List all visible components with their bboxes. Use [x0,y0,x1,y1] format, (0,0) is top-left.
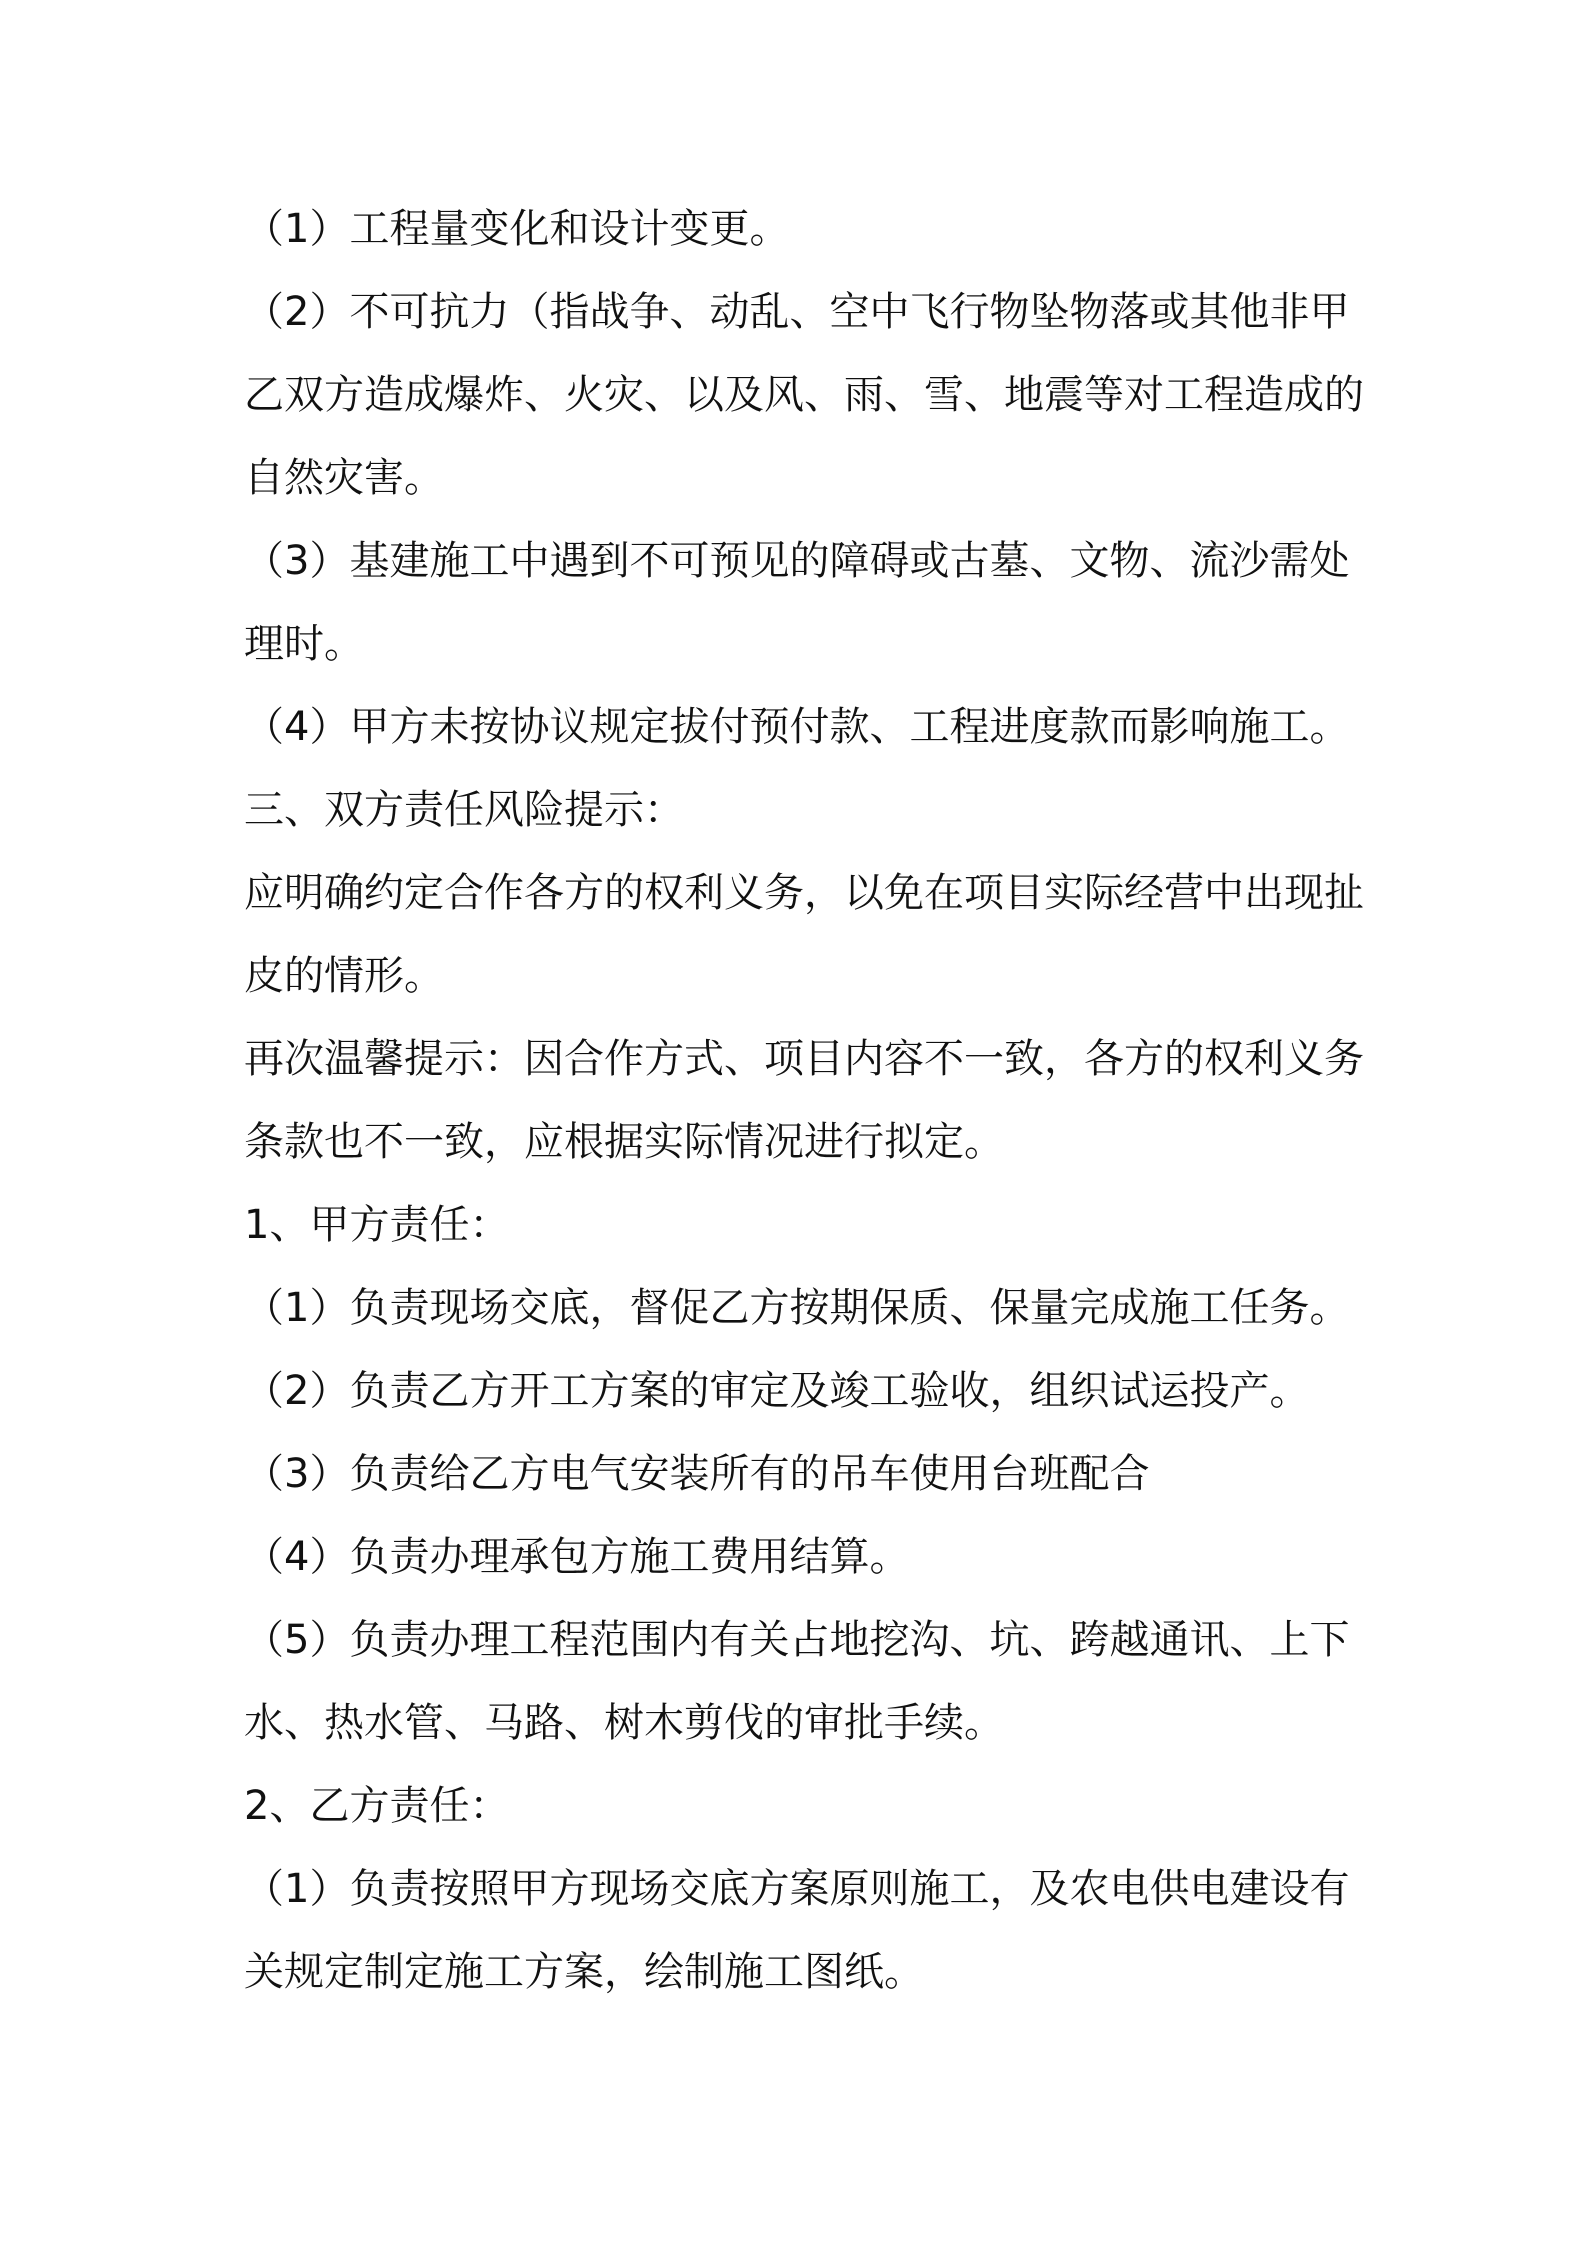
paragraph-line: 理时。 [244,621,364,667]
subsection-heading: 2、乙方责任： [244,1783,510,1829]
paragraph-line: 关规定制定施工方案，绘制施工图纸。 [244,1949,924,1995]
paragraph-line: 应明确约定合作各方的权利义务，以免在项目实际经营中出现扯 [244,870,1364,916]
paragraph-line: 条款也不一致，应根据实际情况进行拟定。 [244,1119,1004,1165]
paragraph-line: （4）负责办理承包方施工费用结算。 [244,1534,910,1580]
paragraph-line: （2）不可抗力（指战争、动乱、空中飞行物坠物落或其他非甲 [244,289,1350,335]
paragraph-line: （1）工程量变化和设计变更。 [244,206,790,252]
paragraph-line: 再次温馨提示：因合作方式、项目内容不一致，各方的权利义务 [244,1036,1364,1082]
subsection-heading: 1、甲方责任： [244,1202,510,1248]
paragraph-line: （4）甲方未按协议规定拔付预付款、工程进度款而影响施工。 [244,704,1350,750]
paragraph-line: （3）基建施工中遇到不可预见的障碍或古墓、文物、流沙需处 [244,538,1350,584]
paragraph-line: 乙双方造成爆炸、火灾、以及风、雨、雪、地震等对工程造成的 [244,372,1364,418]
paragraph-line: （5）负责办理工程范围内有关占地挖沟、坑、跨越通讯、上下 [244,1617,1350,1663]
paragraph-line: 水、热水管、马路、树木剪伐的审批手续。 [244,1700,1004,1746]
paragraph-line: （1）负责现场交底，督促乙方按期保质、保量完成施工任务。 [244,1285,1350,1331]
paragraph-line: 自然灾害。 [244,455,444,501]
paragraph-line: （1）负责按照甲方现场交底方案原则施工，及农电供电建设有 [244,1866,1350,1912]
paragraph-line: 皮的情形。 [244,953,444,999]
paragraph-line: （2）负责乙方开工方案的审定及竣工验收，组织试运投产。 [244,1368,1310,1414]
paragraph-line: （3）负责给乙方电气安装所有的吊车使用台班配合 [244,1451,1150,1497]
section-heading: 三、双方责任风险提示： [244,787,684,833]
